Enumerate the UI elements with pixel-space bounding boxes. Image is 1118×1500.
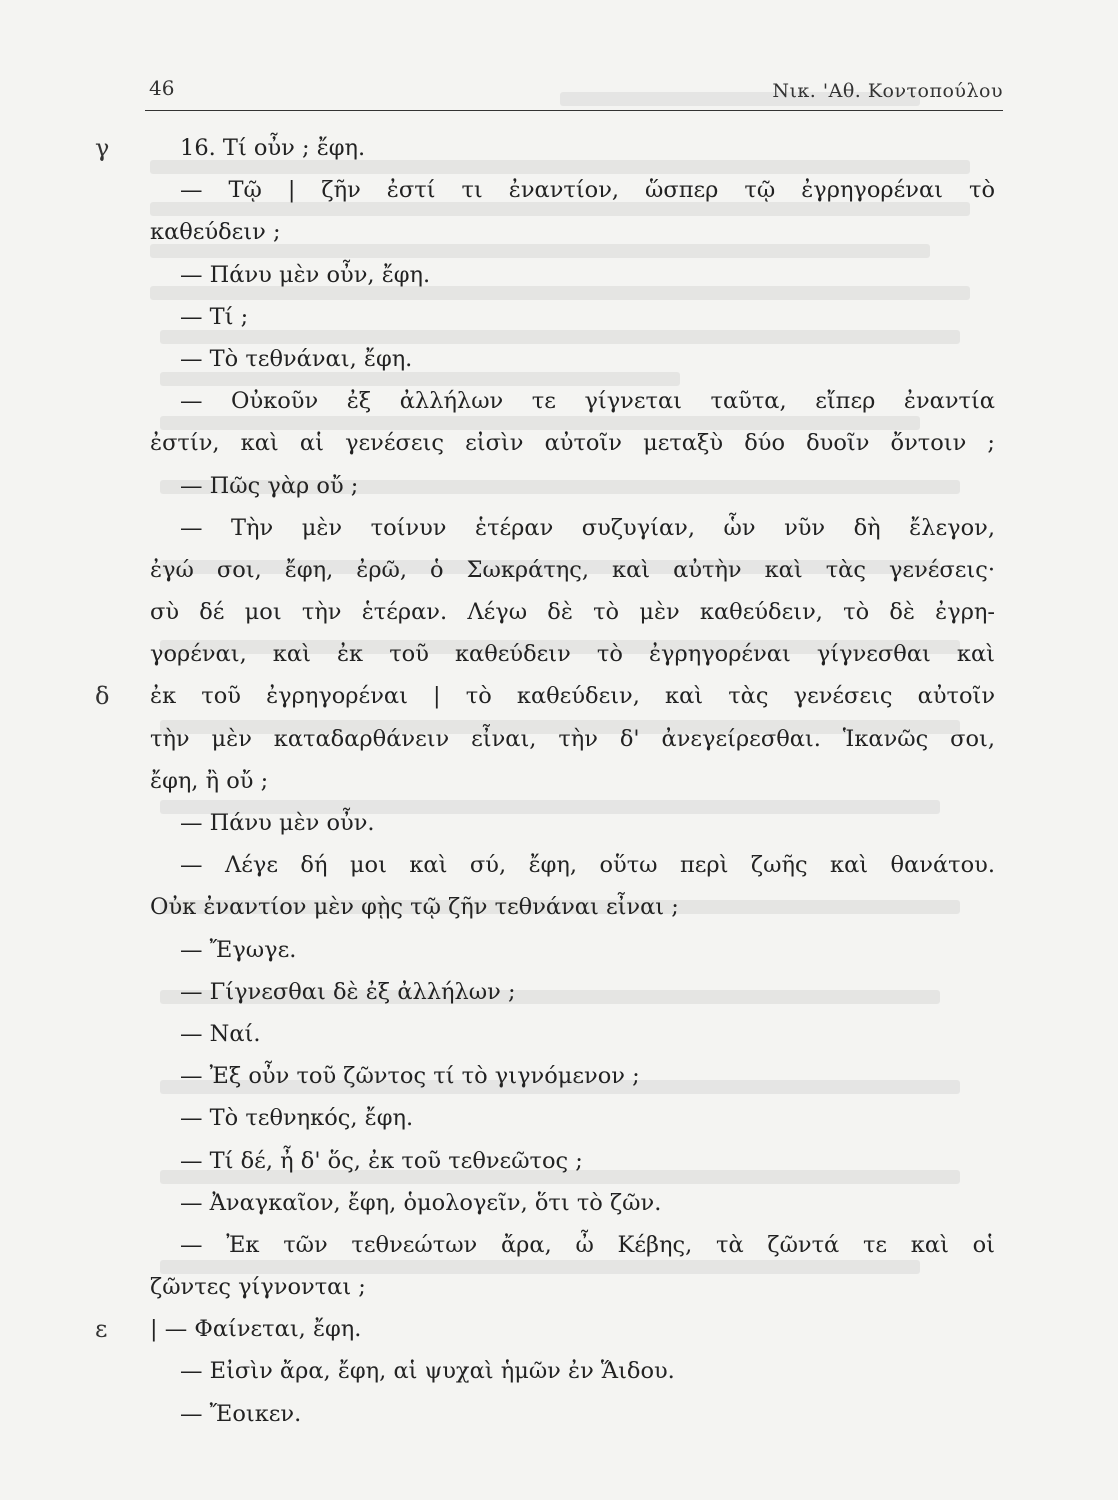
line-text: — Γίγνεσθαι δὲ ἐξ ἀλλήλων ; (180, 978, 516, 1005)
text-line (150, 802, 995, 844)
text-line (150, 760, 995, 802)
line-text: — Τῷ | ζῆν ἐστί τι ἐναντίον, ὥσπερ τῷ ἐγρηγορέναι τὸ (180, 177, 995, 204)
text-line (95, 675, 995, 717)
line-text: — Τὸ τεθνάναι, ἔφη. (180, 345, 413, 372)
text-line (150, 1140, 995, 1182)
text-line (95, 127, 995, 169)
text-line (150, 254, 995, 296)
stephanus-margin-marker: γ (95, 134, 110, 162)
line-text: ἐστίν, καὶ αἱ γενέσεις εἰσὶν αὐτοῖν μεταξὺ δύο δυοῖν ὄντοιν ; (150, 430, 995, 457)
page-header (145, 70, 1003, 111)
text-line (150, 1393, 995, 1435)
line-text: Οὐκ ἐναντίον μὲν φῂς τῷ ζῆν τεθνάναι εἶναι ; (150, 894, 679, 921)
text-line (150, 1055, 995, 1097)
page-number: 46 (149, 76, 175, 100)
line-text: γορέναι, καὶ ἐκ τοῦ καθεύδειν τὸ ἐγρηγορέναι γίγνεσθαι καὶ (150, 641, 995, 668)
line-text: — Τί δέ, ἦ δ' ὅς, ἐκ τοῦ τεθνεῶτος ; (180, 1147, 583, 1174)
line-text: — Πῶς γὰρ οὔ ; (180, 472, 359, 499)
line-text: — Ἀναγκαῖον, ἔφη, ὁμολογεῖν, ὅτι τὸ ζῶν. (180, 1189, 662, 1216)
text-line (150, 929, 995, 971)
text-line (150, 549, 995, 591)
text-line (150, 1097, 995, 1139)
text-line (150, 465, 995, 507)
text-line (150, 591, 995, 633)
text-line (150, 633, 995, 675)
running-head: Νικ. 'Αθ. Κοντοπούλου (772, 80, 1003, 102)
line-text: τὴν μὲν καταδαρθάνειν εἶναι, τὴν δ' ἀνεγείρεσθαι. Ἱκανῶς σοι, (150, 725, 995, 752)
text-line (150, 1013, 995, 1055)
text-line (95, 1308, 995, 1350)
line-text: ἐκ τοῦ ἐγρηγορέναι | τὸ καθεύδειν, καὶ τὰς γενέσεις αὐτοῖν (150, 683, 995, 710)
line-text: — Οὐκοῦν ἐξ ἀλλήλων τε γίγνεται ταῦτα, εἴπερ ἐναντία (180, 388, 995, 415)
text-line (150, 971, 995, 1013)
text-line (150, 380, 995, 422)
line-text: σὺ δέ μοι τὴν ἑτέραν. Λέγω δὲ τὸ μὲν καθεύδειν, τὸ δὲ ἐγρη- (150, 599, 995, 626)
line-text: — Ναί. (180, 1020, 261, 1047)
text-line (150, 718, 995, 760)
line-text: — Τὸ τεθνηκός, ἔφη. (180, 1105, 414, 1132)
text-line (150, 422, 995, 464)
line-text: — Πάνυ μὲν οὖν. (180, 810, 375, 836)
text-line (150, 1266, 995, 1308)
line-text: — Ἐκ τῶν τεθνεώτων ἄρα, ὦ Κέβης, τὰ ζῶντά τε καὶ οἱ (180, 1231, 995, 1258)
text-line (150, 338, 995, 380)
main-text (95, 127, 995, 1435)
text-line (150, 296, 995, 338)
line-text: — Λέγε δή μοι καὶ σύ, ἔφη, οὕτω περὶ ζωῆς καὶ θανάτου. (180, 852, 995, 879)
stephanus-margin-marker: δ (95, 682, 110, 711)
text-line (150, 844, 995, 886)
line-text: — Ἐξ οὖν τοῦ ζῶντος τί τὸ γιγνόμενον ; (180, 1063, 640, 1090)
line-text: — Πάνυ μὲν οὖν, ἔφη. (180, 261, 431, 288)
text-line (150, 1224, 995, 1266)
text-line (150, 211, 995, 253)
line-text: — Ἔοικεν. (180, 1400, 302, 1427)
line-text: — Τί ; (180, 303, 249, 330)
line-text: ἔφη, ἢ οὔ ; (150, 767, 269, 794)
line-text: — Ἔγωγε. (180, 936, 297, 963)
text-line (150, 1182, 995, 1224)
line-text: ζῶντες γίγνονται ; (150, 1274, 366, 1301)
text-line (150, 886, 995, 928)
line-text: καθεύδειν ; (150, 219, 281, 246)
stephanus-margin-marker: ε (95, 1315, 108, 1344)
text-line (150, 169, 995, 211)
line-text: — Τὴν μὲν τοίνυν ἑτέραν συζυγίαν, ὧν νῦν δὴ ἔλεγον, (180, 514, 995, 541)
line-text: — Εἰσὶν ἄρα, ἔφη, αἱ ψυχαὶ ἡμῶν ἐν Ἅιδου. (180, 1358, 675, 1385)
line-text: ἐγώ σοι, ἔφη, ἐρῶ, ὁ Σωκράτης, καὶ αὐτὴν καὶ τὰς γενέσεις· (150, 556, 995, 583)
text-line (150, 1350, 995, 1392)
line-text: | — Φαίνεται, ἔφη. (150, 1316, 362, 1343)
text-line (150, 507, 995, 549)
line-text: 16. Τί οὖν ; ἔφη. (180, 135, 366, 161)
